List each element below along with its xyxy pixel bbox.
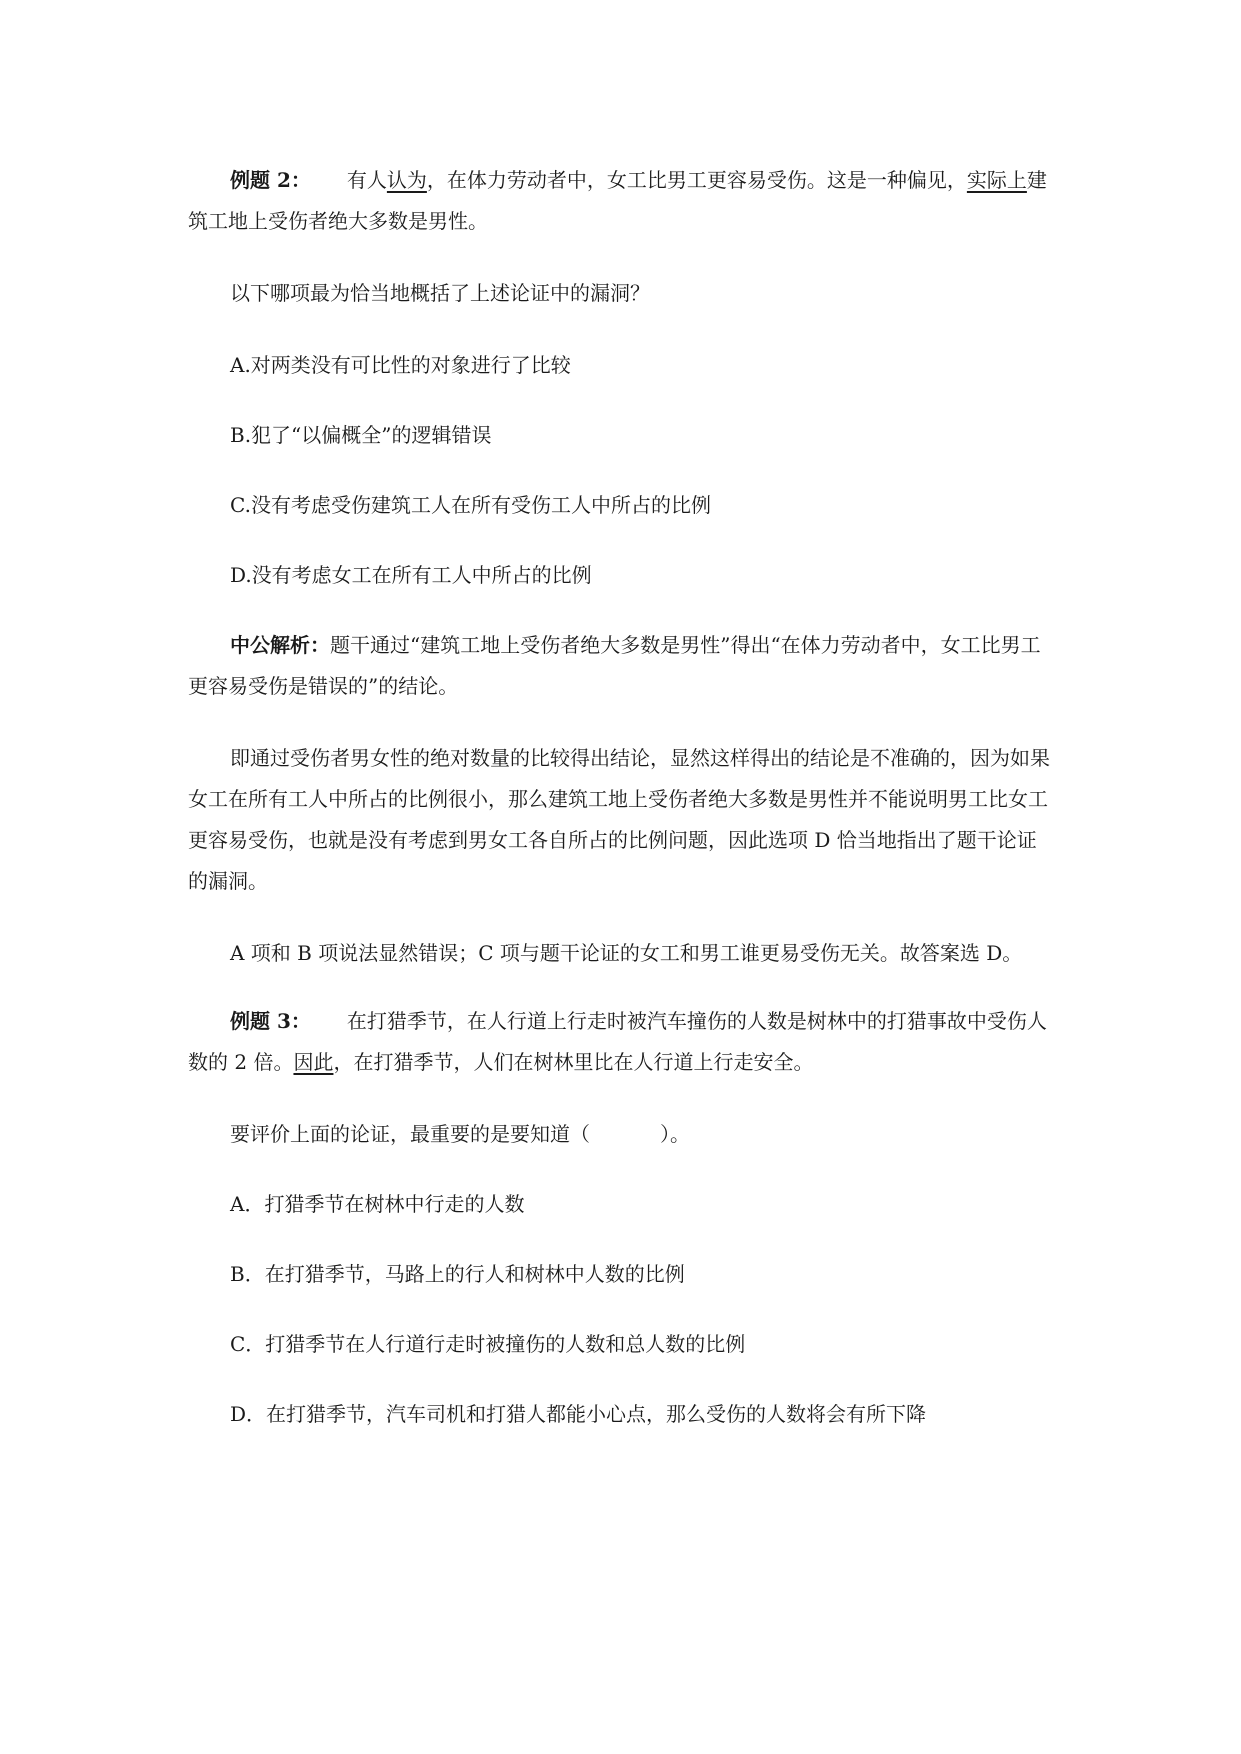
example-2-option-d: D.没有考虑女工在所有工人中所占的比例 xyxy=(230,563,592,587)
analysis-label: 中公解析： xyxy=(230,633,330,657)
example-3-stem: 例题 3： 在打猎季节，在人行道上行走时被汽车撞伤的人数是树林中的打猎事故中受伤人数的 2 倍。因此，在打猎季节，人们在树林里比在人行道上行走安全。 xyxy=(188,1009,1047,1074)
underlined-text: 因此 xyxy=(293,1050,334,1074)
document-page xyxy=(188,160,1056,1435)
analysis-paragraph-3: A 项和 B 项说法显然错误；C 项与题干论证的女工和男工谁更易受伤无关。故答案选 D。 xyxy=(230,941,1023,965)
example-3-label: 例题 3： xyxy=(230,1009,311,1033)
example-2-label: 例题 2： xyxy=(230,168,311,192)
example-3-option-a: A．打猎季节在树林中行走的人数 xyxy=(230,1192,525,1216)
underlined-text: 实际上 xyxy=(966,168,1027,192)
example-3-option-d: D．在打猎季节，汽车司机和打猎人都能小心点，那么受伤的人数将会有所下降 xyxy=(230,1402,927,1426)
analysis-paragraph-1: 中公解析：题干通过“建筑工地上受伤者绝大多数是男性”得出“在体力劳动者中，女工比男工更容易受伤是错误的”的结论。 xyxy=(188,633,1041,698)
example-2-option-a: A.对两类没有可比性的对象进行了比较 xyxy=(230,353,571,377)
analysis-paragraph-2: 即通过受伤者男女性的绝对数量的比较得出结论，显然这样得出的结论是不准确的，因为如果女工在所有工人中所占的比例很小，那么建筑工地上受伤者绝大多数是男性并不能说明男工比女工更容易受伤，也就是没有考虑到男女工各自所占的比例问题，因此选项 D 恰当地指出了题干论证的漏洞。 xyxy=(188,746,1050,893)
example-3-option-b: B．在打猎季节，马路上的行人和树林中人数的比例 xyxy=(230,1262,685,1286)
underlined-text: 认为 xyxy=(386,168,427,192)
example-2-stem: 例题 2： 有人认为，在体力劳动者中，女工比男工更容易受伤。这是一种偏见，实际上建筑工地上受伤者绝大多数是男性。 xyxy=(188,168,1047,233)
example-2-option-b: B.犯了“以偏概全”的逻辑错误 xyxy=(230,423,492,447)
example-2-option-c: C.没有考虑受伤建筑工人在所有受伤工人中所占的比例 xyxy=(230,493,711,517)
example-2-question: 以下哪项最为恰当地概括了上述论证中的漏洞？ xyxy=(230,281,650,305)
example-3-question: 要评价上面的论证，最重要的是要知道（ ）。 xyxy=(230,1122,690,1146)
example-3-option-c: C．打猎季节在人行道行走时被撞伤的人数和总人数的比例 xyxy=(230,1332,746,1356)
